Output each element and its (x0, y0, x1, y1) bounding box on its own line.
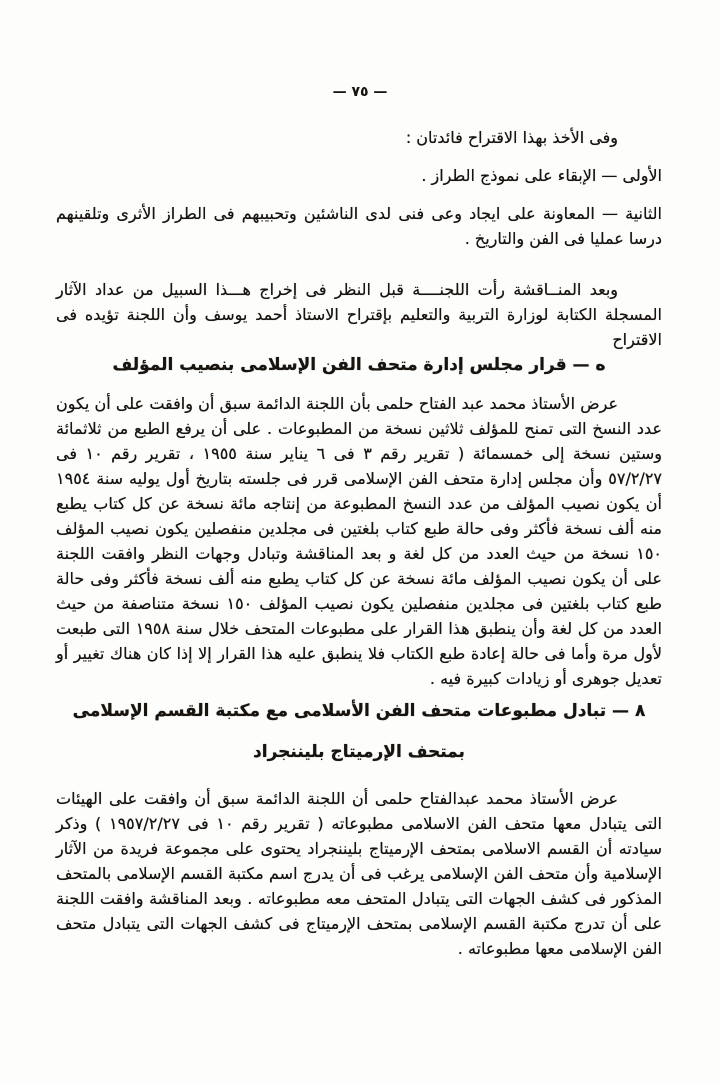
section-8-heading-line-2: بمتحف الإرميتاج بليننجراد (253, 742, 465, 762)
benefit-first: الأولى — الإبقاء على نموذج الطراز . (421, 166, 662, 185)
page-content (56, 112, 662, 961)
section-8-body: عرض الأستاذ محمد عبدالفتاح حلمى أن اللجنة الدائمة سبق أن وافقت على الهيئات التى يتبادل معها متحف الفن الاسلامى مطبوعاته ( تقرير رقم ١٠ فى ١٩٥٧/٢/٢٧ ) وذكر سيادته أن القسم الاسلامى بمتحف الإرميتاج بليننجراد يحتوى على مجموعة فريدة من الآثار الإسلامية وأن متحف الفن الإسلامى يرغب فى أن يدرج اسم مكتبة القسم الإسلامى بالمتحف المذكور فى كشف الجهات التى يتبادل المتحف معه مطبوعاته . وبعد المناقشة وافقت اللجنة على أن تدرج مكتبة القسم الإسلامى بمتحف الإرميتاج فى كشف الجهات التى يتبادل متحف الفن الإسلامى معها مطبوعاته . (56, 789, 663, 958)
committee-decision-paragraph: وبعد المنــاقشة رأت اللجنــــة قبل النظر فى إخراج هـــذا السبيل من عداد الآثار المسجلة الكتابة لوزارة التربية والتعليم بإقتراح الاستاذ أحمد يوسف وأن اللجنة تؤيده فى الاقتراح (56, 280, 662, 349)
page-number: — ٧٥ — (332, 84, 388, 100)
intro-line: وفى الأخذ بهذا الاقتراح فائدتان : (405, 128, 618, 147)
section-8-heading (56, 691, 662, 773)
section-8-heading-line-1: ٨ — تبادل مطبوعات متحف الفن الأسلامى مع مكتبة القسم الإسلامى (72, 701, 646, 721)
benefit-second: الثانية — المعاونة على ايجاد وعى فنى لدى الناشئين وتحبيبهم فى الطراز الأثرى وتلقينهم درسا عمليا فى الفن والتاريخ . (56, 204, 662, 248)
section-5-body: عرض الأستاذ محمد عبد الفتاح حلمى بأن اللجنة الدائمة سبق أن وافقت على أن يكون عدد النسخ التى تمنح للمؤلف ثلاثين نسخة من المطبوعات . على أن يرفع الطبع من ثلاثمائة وستين نسخة إلى خمسمائة ( تقرير رقم ٣ فى ٦ يناير سنة ١٩٥٥ ، تقرير رقم ١٠ فى ٥٧/٢/٢٧ وأن مجلس إدارة متحف الفن الإسلامى قرر فى جلسته بتاريخ أول يوليه سنة ١٩٥٤ أن يكون نصيب المؤلف من عدد النسخ المطبوعة من إنتاجه مائة نسخة عن كل كتاب يطبع منه ألف نسخة فأكثر وفى حالة طبع كتاب بلغتين فى مجلدين منفصلين يكون نصيب المؤلف ١٥٠ نسخة من حيث العدد من كل لغة و بعد المناقشة وتبادل وجهات النظر وافقت اللجنة على أن يكون نصيب المؤلف مائة نسخة عن كل كتاب يطبع منه ألف نسخة فأكثر وفى حالة طبع كتاب بلغتين فى مجلدين منفصلين يكون نصيب المؤلف ١٥٠ نسخة متناصفة من حيث العدد من كل لغة وأن ينطبق هذا القرار على مطبوعات المتحف خلال سنة ١٩٥٨ التى طبعت لأول مرة وأما فى حالة إعادة طبع الكتاب فلا ينطبق عليه هذا القرار إلا إذا كان هناك تغيير أو تعديل جوهرى أو زيادات كبيرة فيه . (56, 394, 663, 688)
section-5-heading: ه — قرار مجلس إدارة متحف الفن الإسلامى بنصيب المؤلف (112, 355, 606, 375)
